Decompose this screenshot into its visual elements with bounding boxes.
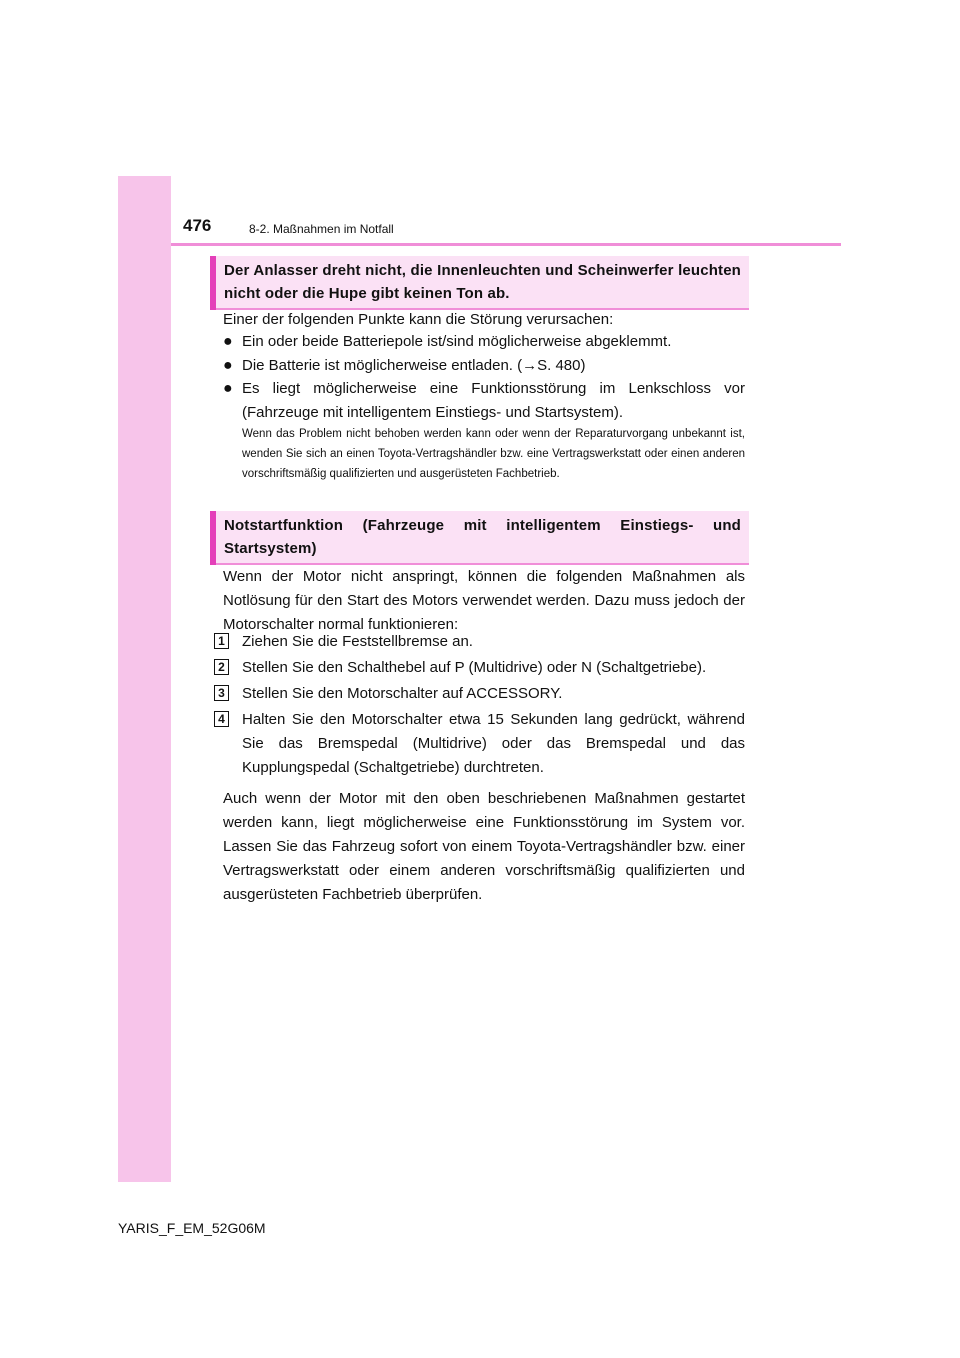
step-text: Ziehen Sie die Feststellbremse an. (242, 633, 473, 650)
step-item (214, 630, 745, 654)
list-item (223, 377, 745, 425)
step-text: Stellen Sie den Schalthebel auf P (Multidrive) oder N (Schaltgetriebe). (242, 659, 707, 676)
list-item-text: Die Batterie ist möglicherweise entladen. (→S. 480) (242, 357, 586, 374)
document-code: YARIS_F_EM_52G06M (118, 1220, 266, 1236)
step-item (214, 708, 745, 780)
page-number: 476 (183, 216, 212, 235)
intro-paragraph: Einer der folgenden Punkte kann die Störung verursachen: (223, 311, 614, 328)
bullet-dot-icon: ● (223, 380, 233, 397)
list-item-text: Ein oder beide Batteriepole ist/sind möglicherweise abgeklemmt. (242, 333, 672, 350)
page-margin-strip (118, 176, 171, 1182)
section-heading-text: Der Anlasser dreht nicht, die Innenleuchten und Scheinwerfer leuchten nicht oder die Hupe gibt keinen Ton ab. (224, 262, 741, 302)
intro-paragraph: Wenn der Motor nicht anspringt, können die folgenden Maßnahmen als Notlösung für den Start des Motors verwendet werden. Dazu muss jedoch der Motorschalter normal funktionieren: (223, 568, 745, 633)
step-number-badge: 1 (214, 633, 229, 649)
list-item (223, 354, 745, 378)
section-heading-emergency-start (210, 511, 749, 565)
bullet-dot-icon: ● (223, 357, 233, 374)
bullet-dot-icon: ● (223, 333, 233, 350)
step-item (214, 656, 745, 680)
section-heading-text: Notstartfunktion (Fahrzeuge mit intelligentem Einstiegs- und Startsystem) (224, 517, 741, 557)
closing-paragraph: Auch wenn der Motor mit den oben beschriebenen Maßnahmen gestartet werden kann, liegt möglicherweise eine Funktionsstörung im System vor. Lassen Sie das Fahrzeug sofort von einem Toyota-Vertragshändler bzw. einer Vertragswerkstatt oder einem anderen vorschriftsmäßig qualifizierten und ausgerüsteten Fachbetrieb überprüfen. (223, 790, 745, 903)
section-heading-starter (210, 256, 749, 310)
step-text: Stellen Sie den Motorschalter auf ACCESSORY. (242, 685, 563, 702)
note-paragraph: Wenn das Problem nicht behoben werden kann oder wenn der Reparaturvorgang unbekannt ist, wenden Sie sich an einen Toyota-Vertragshändler bzw. eine Vertragswerkstatt oder einen anderen vorschriftsmäßig qualifizierten und ausgerüsteten Fachbetrieb. (242, 428, 745, 480)
step-number-badge: 2 (214, 659, 229, 675)
list-item-text: Es liegt möglicherweise eine Funktionsstörung im Lenkschloss vor (Fahrzeuge mit intelligentem Einstiegs- und Startsystem). (242, 380, 745, 421)
header-rule (171, 243, 841, 246)
step-item (214, 682, 745, 706)
step-number-badge: 4 (214, 711, 229, 727)
section-reference: 8-2. Maßnahmen im Notfall (249, 222, 394, 236)
list-item (223, 330, 745, 354)
step-text: Halten Sie den Motorschalter etwa 15 Sekunden lang gedrückt, während Sie das Bremspedal (Multidrive) oder das Bremspedal und das Kupplungspedal (Schaltgetriebe) durchtreten. (242, 711, 745, 776)
step-number-badge: 3 (214, 685, 229, 701)
